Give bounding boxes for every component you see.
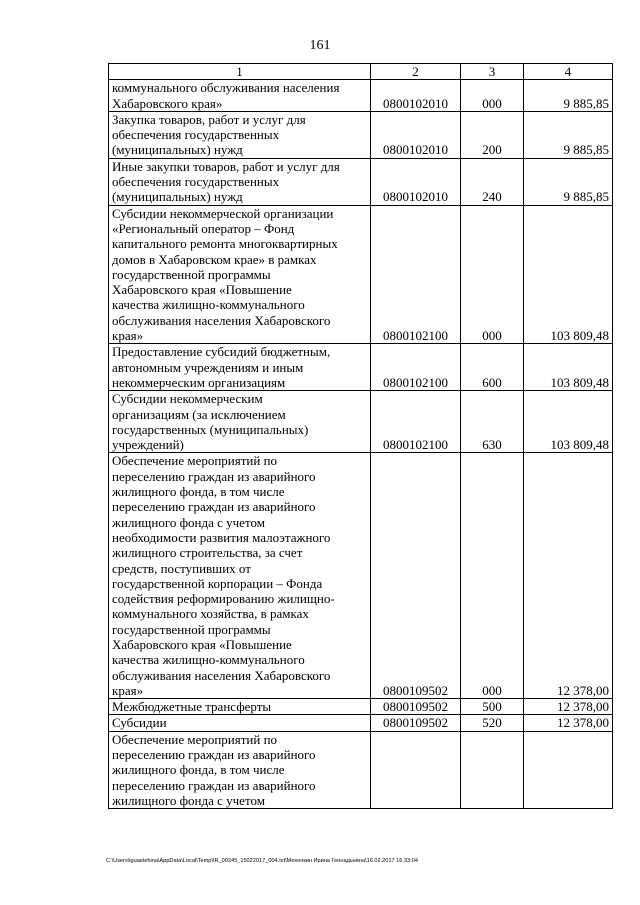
table-row [109, 453, 613, 699]
table-row [109, 731, 613, 808]
row-amount: 12 378,00 [524, 715, 613, 731]
row-amount: 9 885,85 [524, 80, 613, 112]
row-description: Закупка товаров, работ и услуг для обеспечения государственных (муниципальных) нужд [109, 111, 371, 158]
row-expense-type: 500 [461, 699, 524, 715]
table-row [109, 699, 613, 715]
row-description: Обеспечение мероприятий по переселению граждан из аварийного жилищного фонда, в том числе переселению граждан из аварийного жилищного фонда с учетом [109, 731, 371, 808]
row-target-code: 0800109502 [371, 715, 461, 731]
row-expense-type: 600 [461, 344, 524, 391]
column-header-4: 4 [524, 64, 613, 80]
table-row [109, 80, 613, 112]
column-header-1: 1 [109, 64, 371, 80]
row-description: Субсидии некоммерческой организации «Региональный оператор – Фонд капитального ремонта многоквартирных домов в Хабаровском крае» в рамках государственной программы Хабаровского края «Повышение качества жилищно-коммунального обслуживания населения Хабаровского края» [109, 205, 371, 344]
row-target-code: 0800102010 [371, 80, 461, 112]
column-header-2: 2 [371, 64, 461, 80]
column-header-3: 3 [461, 64, 524, 80]
row-amount: 9 885,85 [524, 158, 613, 205]
table-row [109, 205, 613, 344]
table-row [109, 391, 613, 453]
row-expense-type: 000 [461, 453, 524, 699]
row-target-code: 0800102100 [371, 344, 461, 391]
row-target-code: 0800109502 [371, 699, 461, 715]
row-amount: 9 885,85 [524, 111, 613, 158]
row-expense-type: 630 [461, 391, 524, 453]
row-description: коммунального обслуживания населения Хабаровского края» [109, 80, 371, 112]
row-description: Межбюджетные трансферты [109, 699, 371, 715]
row-target-code: 0800102100 [371, 391, 461, 453]
row-expense-type: 000 [461, 205, 524, 344]
row-description: Субсидии [109, 715, 371, 731]
table-row [109, 111, 613, 158]
row-expense-type [461, 731, 524, 808]
row-description: Иные закупки товаров, работ и услуг для обеспечения государственных (муниципальных) нужд [109, 158, 371, 205]
row-amount [524, 731, 613, 808]
row-amount: 103 809,48 [524, 344, 613, 391]
footer-file-path: C:\Users\iguaelehina\AppData\Local\Temp\IR_00245_15022017_004.txt\Мехенкин Ирина Геннадьевна\16.02.2017 16:33:04 [106, 858, 418, 864]
row-target-code: 0800102010 [371, 111, 461, 158]
table-row [109, 715, 613, 731]
row-expense-type: 520 [461, 715, 524, 731]
row-expense-type: 000 [461, 80, 524, 112]
row-target-code: 0800102010 [371, 158, 461, 205]
row-amount: 12 378,00 [524, 453, 613, 699]
table-row [109, 158, 613, 205]
row-target-code [371, 731, 461, 808]
row-target-code: 0800109502 [371, 453, 461, 699]
table-header-row [109, 64, 613, 80]
row-amount: 103 809,48 [524, 391, 613, 453]
row-description: Предоставление субсидий бюджетным, автономным учреждениям и иным некоммерческим организациям [109, 344, 371, 391]
row-expense-type: 240 [461, 158, 524, 205]
row-target-code: 0800102100 [371, 205, 461, 344]
row-expense-type: 200 [461, 111, 524, 158]
row-amount: 103 809,48 [524, 205, 613, 344]
row-amount: 12 378,00 [524, 699, 613, 715]
table-row [109, 344, 613, 391]
row-description: Субсидии некоммерческим организациям (за исключением государственных (муниципальных) учреждений) [109, 391, 371, 453]
budget-table [108, 63, 613, 809]
row-description: Обеспечение мероприятий по переселению граждан из аварийного жилищного фонда, в том числе переселению граждан из аварийного жилищного фонда с учетом необходимости развития малоэтажного жилищного строительства, за счет средств, поступивших от государственной корпорации – Фонда содействия реформированию жилищно- коммунального хозяйства, в рамках государственной программы Хабаровского края «Повышение качества жилищно-коммунального обслуживания населения Хабаровского края» [109, 453, 371, 699]
page-number: 161 [309, 38, 331, 53]
